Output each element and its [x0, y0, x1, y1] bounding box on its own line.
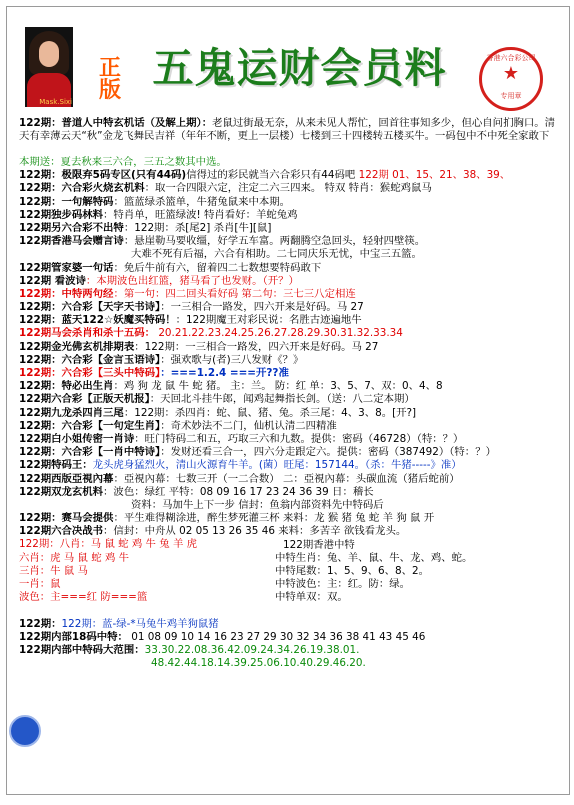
line-3-text: 信得过的彩民就当六合彩只有44码吧	[186, 169, 356, 182]
line-6-text: ：特肖单，旺篮绿波! 特肖看好：羊蛇兔鸡	[103, 208, 298, 221]
line-2: 本期送：夏去秋来三六合，三五之数其中选。	[19, 156, 227, 168]
line-19	[19, 393, 565, 406]
line-28	[19, 525, 565, 538]
line-12-label: 122期：六合彩【天字天书诗】	[19, 301, 161, 314]
line-1-label: 122期：普道人中特玄机话（及解上期）：	[19, 117, 213, 129]
line-15-text: ：122期：一三相合一路发，四六开来是好码。马 27	[134, 340, 379, 353]
bottom-1-label: 122期：	[19, 617, 62, 630]
line-14-nums: 20.21.22.23.24.25.26.27.28.29.30.31.32.33.34	[158, 327, 403, 340]
line-9	[19, 262, 565, 275]
line-25	[19, 473, 565, 486]
line-20	[19, 407, 565, 420]
line-29: 122期：八肖：马 鼠 蛇 鸡 牛 兔 羊 虎	[19, 538, 198, 551]
line-6	[19, 209, 565, 222]
line-8-label: 122期香港马会赠言诗	[19, 235, 124, 248]
line-19-text: ：天回北斗挂牛郎，闻鸡起舞指长剑。（送：八二定本期）	[149, 393, 415, 406]
line-5	[19, 196, 565, 209]
line-13	[19, 314, 565, 327]
line-10-text: ：本期波色出红篮，猪马看了也发财。（开？）	[85, 274, 299, 287]
bottom-1-text: 122期：蓝-绿-*马兔牛鸡羊狗鼠猪	[61, 617, 219, 630]
line-27-label: 122期：赛马会提供	[19, 512, 114, 525]
line-26-text: ：波色：绿红 平特：08 09 16 17 23 24 36 39 日：稽长	[103, 485, 374, 498]
bottom-3-nums: 33.30.22.08.36.42.09.24.34.26.19.38.01.	[144, 644, 360, 656]
line-21-label: 122期：六合彩【一句定生肖】	[19, 419, 161, 432]
line-24-text: 龙头虎身猛烈火，清山火源育牛羊。(菌）旺尾：157144。（杀：牛猪-----》准）	[92, 459, 462, 472]
line-4-text: ：取一合四限六定，注定二六三四来。 特双 特肖：猴蛇鸡鼠马	[144, 182, 432, 195]
line-6-label: 122期独步码林料	[19, 208, 104, 221]
line-9-text: ：免后牛前有六，留着四二七数想要特码敢下	[113, 261, 322, 274]
line-22-text: ：旺门特码二和五，巧取三六和九数。提供：密码（46728）（特：？）	[134, 432, 464, 445]
line-15	[19, 341, 565, 354]
line-23-label: 122期：六合彩【一肖中特诗】	[19, 446, 161, 459]
decorative-circle-icon	[9, 715, 41, 747]
line-21-text: ：奇术妙法不二门，仙机认清二四精准	[160, 419, 337, 432]
bottom-line-2	[19, 631, 565, 644]
line-5-text: ：篮蓝绿杀篮单，牛猪兔鼠来中本期。	[113, 195, 291, 208]
line-10	[19, 275, 565, 288]
bottom-2-nums: 01 08 09 10 14 16 23 27 29 30 32 34 36 38 41 43 45 46	[131, 630, 426, 643]
header	[7, 7, 569, 111]
line-20-text: ：122期：杀四肖：蛇、鼠、猪、兔。杀三尾：4、3、8。[开?]	[123, 406, 417, 419]
line-8-text: ：悬崖勒马要收缰，好学五车富。两翻腾空急回头，轻射四壁筷。	[123, 235, 426, 248]
line-11	[19, 288, 565, 301]
line-27-text: ：平生难得糊涂进，醉生梦死灌三杯 来料：龙 猴 猪 兔 蛇 羊 狗 鼠 开	[113, 512, 435, 525]
line-19-label: 122期六合彩【正版天机报】	[19, 393, 150, 406]
left-predictions	[19, 552, 269, 605]
page-title: 五鬼运财会员料	[152, 44, 447, 92]
line-20-label: 122期九龙杀四肖三尾	[19, 406, 124, 419]
line-3-nums: 122期 01、15、21、38、39、	[358, 169, 511, 182]
line-4	[19, 182, 565, 195]
line-26b: 资料：马加牛上下一步 信封：鱼翁内部资料先中特码后	[131, 498, 384, 511]
line-16-label: 122期：六合彩【金言玉语诗】	[19, 353, 161, 366]
hk-special-title: 122期香港中特	[283, 538, 355, 551]
seal-bottom-text: 专用章	[500, 92, 522, 100]
line-27	[19, 512, 565, 525]
zhengban-badge: 正版	[98, 55, 121, 103]
line-8b: 大难不死有后福，六合有相助。二七同庆乐无忧，中宝三五篮。	[131, 248, 422, 261]
line-17-text: ：===1.2.4 ===开??准	[160, 367, 289, 379]
line-4-label: 122期：六合彩火烧玄机料	[19, 182, 145, 195]
special-color: 中特波色：主：红。防：绿。	[275, 578, 411, 591]
seal-top-text: 香港六合彩公司	[486, 54, 536, 62]
line-15-label: 122期金光佛玄机排期表	[19, 340, 135, 353]
line-7-label: 122期另六合彩不出特	[19, 221, 124, 234]
wave-color: 波色：主===红 防===篮	[19, 591, 148, 604]
line-5-label: 122期：一句解特码	[19, 195, 114, 208]
line-28-label: 122期六合决战书	[19, 525, 104, 538]
line-12	[19, 301, 565, 314]
bottom-line-1	[19, 618, 565, 631]
line-10-label: 122期 看波诗	[19, 274, 86, 287]
line-25-text: ：亞視內幕：七数三开（一二合数） 二：亞視內幕：头碳血流（猪后蛇前）	[113, 472, 460, 485]
line-14-label: 122期马会杀肖和杀十五码：	[19, 327, 155, 340]
line-7	[19, 222, 565, 235]
special-zodiac: 中特生肖：兔、羊、鼠、牛、龙、鸡、蛇。	[275, 551, 473, 564]
line-23-text: ：发财还看三合一，四六分走跟定六。提供：密码（387492）（特：？）	[160, 446, 496, 459]
seal-star-icon: ★	[502, 63, 520, 84]
photo-face	[39, 41, 59, 67]
line-13-text: ：122期魔王对彩民说：名胜古迹遍地牛	[175, 314, 362, 327]
line-22-label: 122期白小姐传密一肖诗	[19, 432, 135, 445]
line-17	[19, 367, 565, 380]
line-16	[19, 354, 565, 367]
line-18-text: ：鸡 狗 龙 鼠 牛 蛇 猪。 主：兰。 防：红 单：3、5、7、双：0、4、8	[113, 380, 443, 393]
line-21	[19, 420, 565, 433]
line-23	[19, 446, 565, 459]
bottom-line-3	[19, 644, 565, 657]
line-25-label: 122期西版亞視內幕	[19, 472, 114, 485]
line-8	[19, 235, 565, 248]
company-seal	[479, 47, 543, 111]
content	[19, 117, 565, 670]
member-photo	[25, 27, 73, 107]
line-26-label: 122期双龙玄机料	[19, 485, 104, 498]
line-3-label: 122期：极限弃5码专区(只有44码)	[19, 169, 187, 182]
line-18-label: 122期：特必出生肖	[19, 380, 114, 393]
six-zodiac: 六肖：虎 马 鼠 蛇 鸡 牛	[19, 551, 130, 564]
bottom-line-4: 48.42.44.18.14.39.25.06.10.40.29.46.20.	[151, 657, 366, 670]
line-1	[19, 117, 565, 156]
line-18	[19, 380, 565, 393]
line-7-text: ：122期：杀[尾2] 杀肖[牛][鼠]	[123, 221, 272, 234]
line-12-text: ：一三相合一路发，四六开来是好码。马 27	[160, 301, 364, 314]
page-sheet	[6, 6, 570, 795]
line-1-text: 老鼠过街最无奈，从来未见人帮忙，回首往事知多少，但心自问扪胸口。清天有幸薄云天“秋”金龙飞舞民吉祥（年年不断，更上一层楼）七楼到三十四楼转五楼买牛。一码包中不中死全家敢下	[19, 117, 556, 143]
line-24	[19, 459, 565, 472]
line-28-text: ：信封：中舟从 02 05 13 26 35 46 来料：多苦辛 欲钱看龙头。	[103, 525, 407, 538]
photo-watermark: Mask.Sixi	[39, 98, 72, 106]
one-zodiac: 一肖：鼠	[19, 578, 61, 590]
bottom-2-label: 122期内部18码中特：	[19, 630, 128, 643]
three-zodiac: 三肖：牛 鼠 马	[19, 564, 88, 577]
line-3	[19, 169, 565, 182]
line-26	[19, 486, 565, 499]
line-22	[19, 433, 565, 446]
bottom-3-label: 122期内部中特码大范围：	[19, 644, 145, 656]
line-11-label: 122期：中特两句经	[19, 287, 114, 300]
line-14	[19, 327, 565, 340]
right-predictions	[275, 539, 565, 605]
line-11-text: ：第一句：四二回头看好码 第二句：三七三八定相连	[113, 287, 356, 300]
line-24-label: 122期特码王：	[19, 459, 93, 472]
special-oddeven: 中特单双：双。	[275, 591, 348, 604]
line-16-text: ：强欢歌与(者)三八发财《？》	[160, 353, 304, 366]
special-tail: 中特尾数：1、5、9、6、8、2。	[275, 565, 429, 577]
line-17-label: 122期：六合彩【三头中特码】	[19, 367, 161, 379]
line-9-label: 122期管家婆一句话	[19, 261, 114, 274]
line-13-label: 122期：蓝天122☆妖魔买特码！	[19, 314, 176, 327]
